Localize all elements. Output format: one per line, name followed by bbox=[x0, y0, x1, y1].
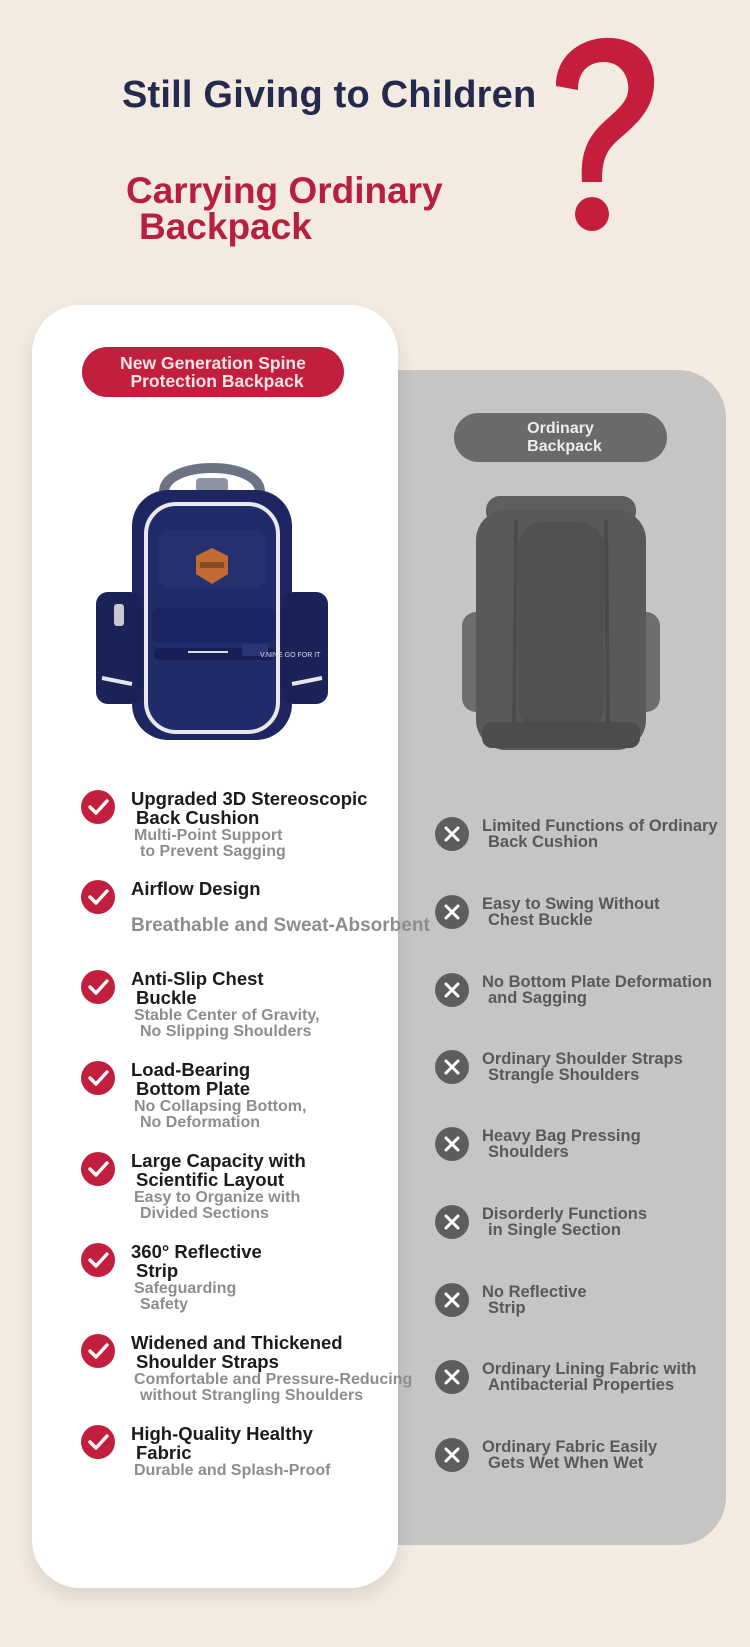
shortcoming-text: Easy to Swing Without bbox=[482, 895, 660, 913]
feature-title: 360° Reflective bbox=[131, 1241, 262, 1262]
shortcoming-text-line-2: Antibacterial Properties bbox=[488, 1376, 675, 1394]
feature-title-line-2: Bottom Plate bbox=[136, 1078, 251, 1099]
x-icon bbox=[435, 1438, 469, 1472]
shortcoming-text: No Reflective bbox=[482, 1283, 587, 1301]
feature-title: Widened and Thickened bbox=[131, 1332, 343, 1353]
feature-subtitle: Stable Center of Gravity, bbox=[134, 1007, 320, 1024]
x-icon bbox=[435, 1127, 469, 1161]
feature-subtitle-line-2: to Prevent Sagging bbox=[140, 843, 286, 860]
feature-title-line-2: Buckle bbox=[136, 987, 197, 1008]
feature-title: Airflow Design bbox=[131, 878, 261, 899]
feature-title-line-2: Scientific Layout bbox=[136, 1169, 285, 1190]
ordinary-label-line-1: Ordinary bbox=[527, 419, 594, 437]
feature-subtitle: Easy to Organize with bbox=[134, 1189, 301, 1206]
feature-subtitle: Durable and Splash-Proof bbox=[134, 1462, 331, 1479]
feature-subtitle-line-2: No Deformation bbox=[140, 1114, 260, 1131]
subheadline-line-2: Backpack bbox=[139, 206, 312, 247]
spine-backpack-image bbox=[92, 452, 332, 748]
ordinary-label-line-2: Backpack bbox=[527, 437, 602, 455]
feature-subtitle: Multi-Point Support bbox=[134, 827, 283, 844]
feature-title: Upgraded 3D Stereoscopic bbox=[131, 788, 368, 809]
feature-title-line-2: Shoulder Straps bbox=[136, 1351, 279, 1372]
shortcoming-text: No Bottom Plate Deformation bbox=[482, 973, 713, 991]
check-icon bbox=[81, 1243, 115, 1277]
shortcoming-text-line-2: Shoulders bbox=[488, 1143, 569, 1161]
feature-subtitle: Safeguarding bbox=[134, 1280, 237, 1297]
headline: Still Giving to Children bbox=[122, 74, 537, 116]
check-icon bbox=[81, 880, 115, 914]
shortcoming-text-line-2: Gets Wet When Wet bbox=[488, 1454, 644, 1472]
feature-subtitle-line-2: Safety bbox=[140, 1296, 189, 1313]
feature-subtitle: Comfortable and Pressure-Reducing bbox=[134, 1371, 413, 1388]
feature-subtitle: Breathable and Sweat-Absorbent bbox=[131, 915, 430, 936]
feature-title: High-Quality Healthy bbox=[131, 1423, 313, 1444]
feature-subtitle: No Collapsing Bottom, bbox=[134, 1098, 307, 1115]
shortcoming-text: Heavy Bag Pressing bbox=[482, 1127, 641, 1145]
question-mark-icon bbox=[548, 34, 658, 244]
feature-title-line-2: Strip bbox=[136, 1260, 179, 1281]
check-icon bbox=[81, 1152, 115, 1186]
shortcoming-text: Disorderly Functions bbox=[482, 1205, 648, 1223]
check-icon bbox=[81, 1061, 115, 1095]
feature-title: Large Capacity with bbox=[131, 1150, 306, 1171]
spine-label-line-1: New Generation Spine bbox=[120, 353, 306, 373]
ordinary-backpack-image bbox=[456, 492, 666, 756]
x-icon bbox=[435, 1205, 469, 1239]
x-icon bbox=[435, 1050, 469, 1084]
ordinary-backpack-label bbox=[454, 413, 667, 462]
feature-subtitle-line-2: without Strangling Shoulders bbox=[140, 1387, 364, 1404]
feature-title: Anti-Slip Chest bbox=[131, 968, 264, 989]
check-icon bbox=[81, 970, 115, 1004]
check-icon bbox=[81, 790, 115, 824]
x-icon bbox=[435, 1283, 469, 1317]
spine-label-line-2: Protection Backpack bbox=[130, 371, 304, 391]
shortcoming-text: Ordinary Fabric Easily bbox=[482, 1438, 658, 1456]
feature-title-line-2: Back Cushion bbox=[136, 807, 260, 828]
shortcoming-text-line-2: in Single Section bbox=[488, 1221, 621, 1239]
shortcoming-text-line-2: and Sagging bbox=[488, 989, 587, 1007]
shortcoming-text-line-2: Strip bbox=[488, 1299, 526, 1317]
spine-backpack-label bbox=[82, 347, 344, 397]
x-icon bbox=[435, 973, 469, 1007]
feature-title: Load-Bearing bbox=[131, 1059, 251, 1080]
check-icon bbox=[81, 1334, 115, 1368]
x-icon bbox=[435, 895, 469, 929]
feature-subtitle-line-2: Divided Sections bbox=[140, 1205, 269, 1222]
check-icon bbox=[81, 1425, 115, 1459]
bag-patch-text: V.NINE GO FOR IT bbox=[260, 652, 321, 659]
x-icon bbox=[435, 1360, 469, 1394]
feature-title-line-2: Fabric bbox=[136, 1442, 192, 1463]
shortcoming-text: Limited Functions of Ordinary bbox=[482, 817, 718, 835]
shortcoming-text-line-2: Back Cushion bbox=[488, 833, 599, 851]
shortcoming-text: Ordinary Lining Fabric with bbox=[482, 1360, 697, 1378]
subheadline-line-1: Carrying Ordinary bbox=[126, 170, 443, 211]
feature-subtitle-line-2: No Slipping Shoulders bbox=[140, 1023, 312, 1040]
shortcoming-text: Ordinary Shoulder Straps bbox=[482, 1050, 683, 1068]
shortcoming-text-line-2: Strangle Shoulders bbox=[488, 1066, 640, 1084]
x-icon bbox=[435, 817, 469, 851]
shortcoming-text-line-2: Chest Buckle bbox=[488, 911, 593, 929]
